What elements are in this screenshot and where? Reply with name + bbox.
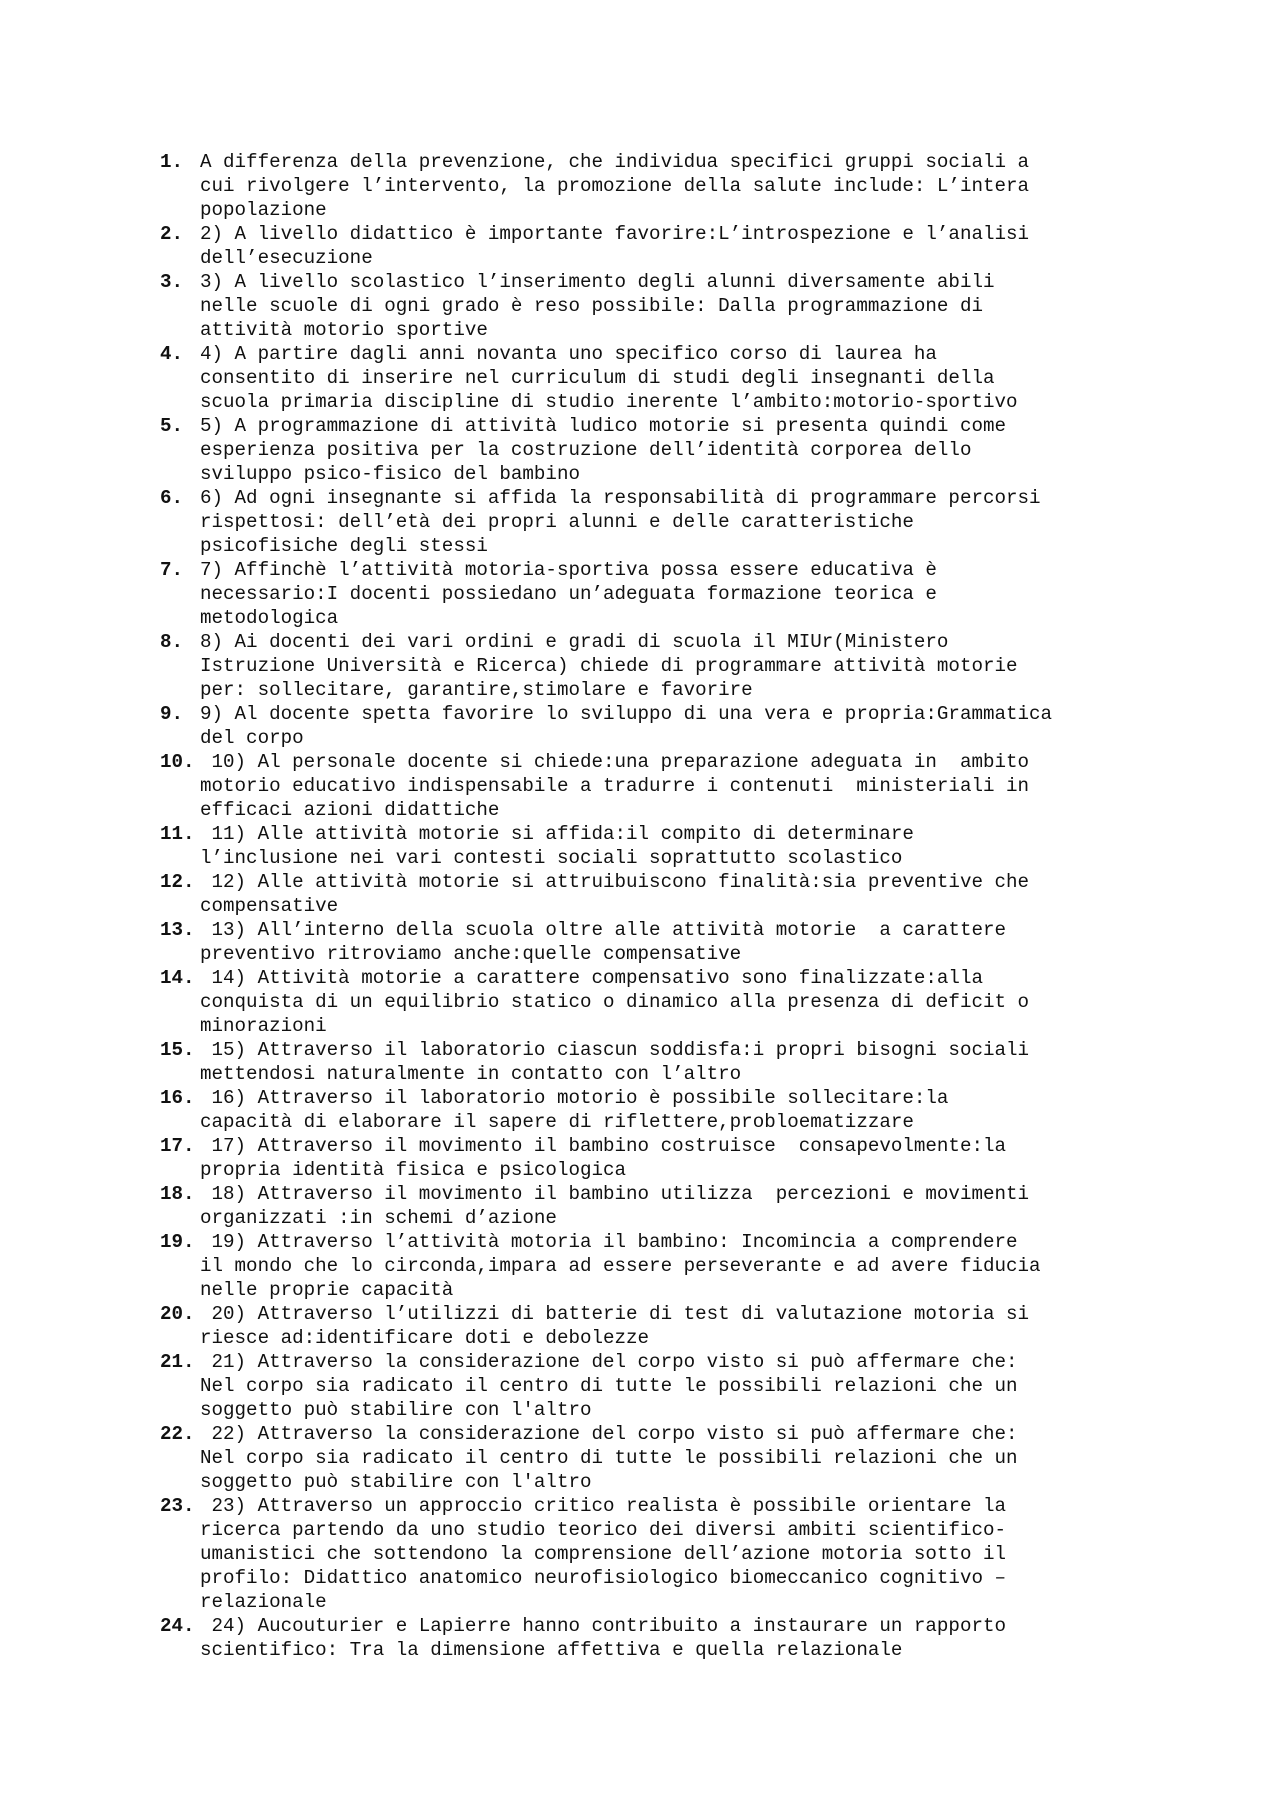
question-text	[200, 1038, 1170, 1086]
question-number: 3.	[160, 271, 184, 293]
question-line: 23) Attraverso un approccio critico realista è possibile orientare la	[200, 1495, 1007, 1517]
question-number: 4.	[160, 343, 184, 365]
question-text	[200, 822, 1170, 870]
question-text	[200, 1614, 1170, 1662]
question-list	[160, 150, 1170, 1662]
question-line: 2) A livello didattico è importante favorire:L’introspezione e l’analisi	[200, 223, 1030, 245]
question-number: 24.	[160, 1615, 195, 1637]
question-line: 10) Al personale docente si chiede:una preparazione adeguata in ambito	[200, 751, 1030, 773]
question-text	[200, 870, 1170, 918]
question-number: 6.	[160, 487, 184, 509]
question-item	[160, 630, 1170, 702]
question-line: 20) Attraverso l’utilizzi di batterie di test di valutazione motoria si	[200, 1303, 1030, 1325]
question-line: Istruzione Università e Ricerca) chiede di programmare attività motorie	[200, 655, 1018, 677]
question-number: 21.	[160, 1351, 195, 1373]
question-text	[200, 1086, 1170, 1134]
question-line: 14) Attività motorie a carattere compensativo sono finalizzate:alla	[200, 967, 983, 989]
question-item	[160, 702, 1170, 750]
question-item	[160, 750, 1170, 822]
question-line: 8) Ai docenti dei vari ordini e gradi di scuola il MIUr(Ministero	[200, 631, 949, 653]
question-text	[200, 702, 1170, 750]
question-number: 5.	[160, 415, 184, 437]
question-number: 19.	[160, 1231, 195, 1253]
question-line: A differenza della prevenzione, che individua specifici gruppi sociali a	[200, 151, 1030, 173]
question-number: 12.	[160, 871, 195, 893]
question-text	[200, 150, 1170, 222]
question-line: metodologica	[200, 607, 339, 629]
question-line: motorio educativo indispensabile a tradurre i contenuti ministeriali in	[200, 775, 1030, 797]
question-item	[160, 1230, 1170, 1302]
question-line: umanistici che sottendono la comprensione dell’azione motoria sotto il	[200, 1543, 1007, 1565]
question-line: 24) Aucouturier e Lapierre hanno contribuito a instaurare un rapporto	[200, 1615, 1007, 1637]
question-item	[160, 270, 1170, 342]
question-line: sviluppo psico-fisico del bambino	[200, 463, 580, 485]
question-line: 12) Alle attività motorie si attruibuiscono finalità:sia preventive che	[200, 871, 1030, 893]
question-line: cui rivolgere l’intervento, la promozione della salute include: L’intera	[200, 175, 1030, 197]
question-text	[200, 1182, 1170, 1230]
question-item	[160, 1086, 1170, 1134]
question-item	[160, 918, 1170, 966]
question-line: ricerca partendo da uno studio teorico dei diversi ambiti scientifico-	[200, 1519, 1007, 1541]
question-number: 14.	[160, 967, 195, 989]
question-line: soggetto può stabilire con l'altro	[200, 1471, 592, 1493]
question-item	[160, 414, 1170, 486]
question-item	[160, 1350, 1170, 1422]
question-item	[160, 342, 1170, 414]
question-item	[160, 222, 1170, 270]
question-line: scuola primaria discipline di studio inerente l’ambito:motorio-sportivo	[200, 391, 1018, 413]
question-number: 1.	[160, 151, 184, 173]
question-line: 4) A partire dagli anni novanta uno specifico corso di laurea ha	[200, 343, 937, 365]
question-item	[160, 150, 1170, 222]
question-text	[200, 1230, 1170, 1302]
question-line: 11) Alle attività motorie si affida:il compito di determinare	[200, 823, 914, 845]
question-line: relazionale	[200, 1591, 327, 1613]
question-line: 17) Attraverso il movimento il bambino costruisce consapevolmente:la	[200, 1135, 1007, 1157]
question-line: mettendosi naturalmente in contatto con l’altro	[200, 1063, 742, 1085]
question-text	[200, 342, 1170, 414]
question-line: minorazioni	[200, 1015, 327, 1037]
question-line: 18) Attraverso il movimento il bambino utilizza percezioni e movimenti	[200, 1183, 1030, 1205]
question-number: 2.	[160, 223, 184, 245]
question-line: nelle scuole di ogni grado è reso possibile: Dalla programmazione di	[200, 295, 983, 317]
question-line: 5) A programmazione di attività ludico motorie si presenta quindi come	[200, 415, 1007, 437]
question-line: soggetto può stabilire con l'altro	[200, 1399, 592, 1421]
question-item	[160, 870, 1170, 918]
question-text	[200, 918, 1170, 966]
question-item	[160, 966, 1170, 1038]
question-line: 7) Affinchè l’attività motoria-sportiva possa essere educativa è	[200, 559, 937, 581]
question-item	[160, 822, 1170, 870]
question-line: 13) All’interno della scuola oltre alle attività motorie a carattere	[200, 919, 1007, 941]
question-item	[160, 486, 1170, 558]
question-number: 11.	[160, 823, 195, 845]
question-line: organizzati :in schemi d’azione	[200, 1207, 557, 1229]
question-item	[160, 1182, 1170, 1230]
question-line: propria identità fisica e psicologica	[200, 1159, 627, 1181]
question-text	[200, 750, 1170, 822]
question-text	[200, 966, 1170, 1038]
question-text	[200, 414, 1170, 486]
question-text	[200, 486, 1170, 558]
question-line: efficaci azioni didattiche	[200, 799, 500, 821]
question-line: 22) Attraverso la considerazione del corpo visto si può affermare che:	[200, 1423, 1018, 1445]
question-item	[160, 1422, 1170, 1494]
question-line: consentito di inserire nel curriculum di studi degli insegnanti della	[200, 367, 995, 389]
question-text	[200, 1302, 1170, 1350]
question-item	[160, 1614, 1170, 1662]
question-line: del corpo	[200, 727, 304, 749]
question-number: 16.	[160, 1087, 195, 1109]
question-line: profilo: Didattico anatomico neurofisiologico biomeccanico cognitivo –	[200, 1567, 1007, 1589]
question-number: 9.	[160, 703, 184, 725]
question-line: attività motorio sportive	[200, 319, 488, 341]
question-line: 21) Attraverso la considerazione del corpo visto si può affermare che:	[200, 1351, 1018, 1373]
question-line: 3) A livello scolastico l’inserimento degli alunni diversamente abili	[200, 271, 995, 293]
question-text	[200, 630, 1170, 702]
question-text	[200, 222, 1170, 270]
question-line: Nel corpo sia radicato il centro di tutte le possibili relazioni che un	[200, 1447, 1018, 1469]
question-line: il mondo che lo circonda,impara ad essere perseverante e ad avere fiducia	[200, 1255, 1041, 1277]
question-number: 18.	[160, 1183, 195, 1205]
question-line: compensative	[200, 895, 339, 917]
question-text	[200, 1422, 1170, 1494]
question-line: l’inclusione nei vari contesti sociali soprattutto scolastico	[200, 847, 903, 869]
question-number: 10.	[160, 751, 195, 773]
question-line: conquista di un equilibrio statico o dinamico alla presenza di deficit o	[200, 991, 1030, 1013]
question-item	[160, 1302, 1170, 1350]
question-item	[160, 558, 1170, 630]
question-text	[200, 270, 1170, 342]
question-line: esperienza positiva per la costruzione dell’identità corporea dello	[200, 439, 972, 461]
question-number: 13.	[160, 919, 195, 941]
question-number: 23.	[160, 1495, 195, 1517]
question-number: 22.	[160, 1423, 195, 1445]
question-number: 8.	[160, 631, 184, 653]
question-number: 7.	[160, 559, 184, 581]
question-text	[200, 558, 1170, 630]
question-line: riesce ad:identificare doti e debolezze	[200, 1327, 650, 1349]
question-line: Nel corpo sia radicato il centro di tutte le possibili relazioni che un	[200, 1375, 1018, 1397]
question-item	[160, 1038, 1170, 1086]
question-line: 9) Al docente spetta favorire lo sviluppo di una vera e propria:Grammatica	[200, 703, 1053, 725]
question-line: 15) Attraverso il laboratorio ciascun soddisfa:i propri bisogni sociali	[200, 1039, 1030, 1061]
question-line: dell’esecuzione	[200, 247, 373, 269]
question-item	[160, 1134, 1170, 1182]
question-text	[200, 1134, 1170, 1182]
question-number: 15.	[160, 1039, 195, 1061]
question-item	[160, 1494, 1170, 1614]
question-line: necessario:I docenti possiedano un’adeguata formazione teorica e	[200, 583, 937, 605]
question-line: psicofisiche degli stessi	[200, 535, 488, 557]
question-line: scientifico: Tra la dimensione affettiva e quella relazionale	[200, 1639, 903, 1661]
question-line: capacità di elaborare il sapere di riflettere,probloematizzare	[200, 1111, 914, 1133]
question-line: rispettosi: dell’età dei propri alunni e delle caratteristiche	[200, 511, 914, 533]
question-line: 16) Attraverso il laboratorio motorio è possibile sollecitare:la	[200, 1087, 949, 1109]
question-line: nelle proprie capacità	[200, 1279, 454, 1301]
question-line: 19) Attraverso l’attività motoria il bambino: Incomincia a comprendere	[200, 1231, 1018, 1253]
question-line: preventivo ritroviamo anche:quelle compensative	[200, 943, 742, 965]
question-line: per: sollecitare, garantire,stimolare e favorire	[200, 679, 753, 701]
question-text	[200, 1350, 1170, 1422]
question-number: 20.	[160, 1303, 195, 1325]
question-number: 17.	[160, 1135, 195, 1157]
question-line: popolazione	[200, 199, 327, 221]
question-line: 6) Ad ogni insegnante si affida la responsabilità di programmare percorsi	[200, 487, 1041, 509]
question-text	[200, 1494, 1170, 1614]
